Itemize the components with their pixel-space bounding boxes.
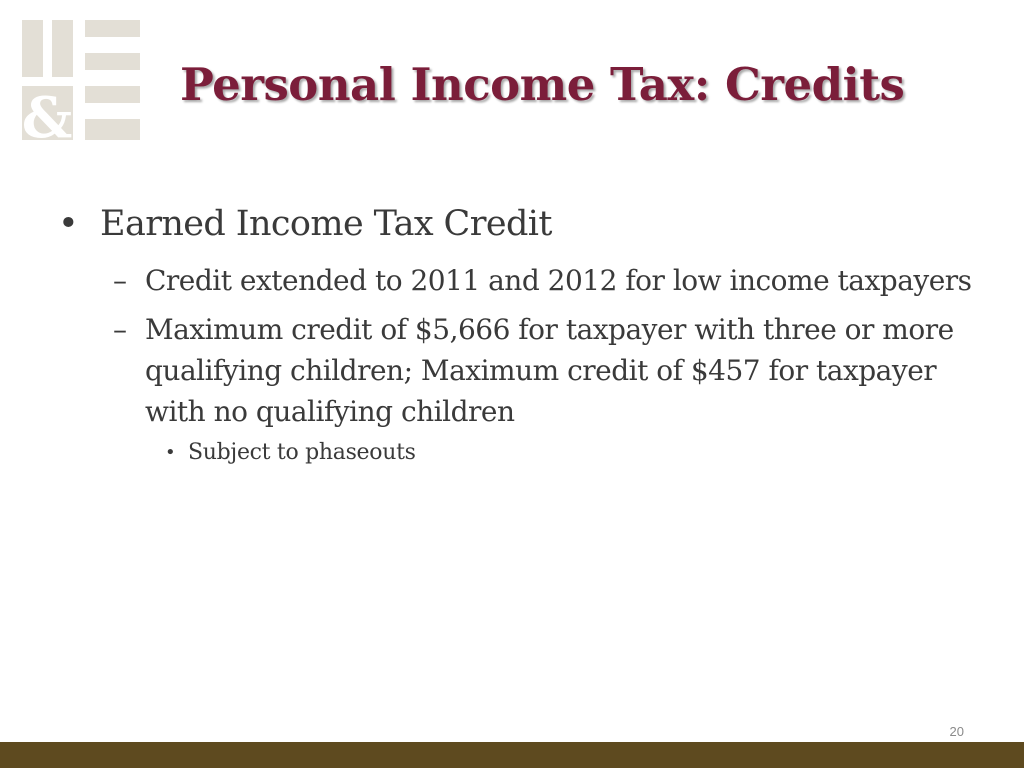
footer-band	[0, 742, 1024, 768]
list-item	[113, 260, 978, 301]
list-item	[165, 438, 978, 468]
list-item	[58, 202, 978, 246]
bullet-text: Maximum credit of $5,666 for taxpayer with three or more qualifying children; Maximum credit of $457 for taxpayer with no qualifying children	[145, 313, 954, 428]
bullet-marker: •	[165, 442, 176, 463]
bullet-marker: •	[58, 204, 79, 244]
page-title: Personal Income Tax: Credits	[180, 58, 905, 111]
svg-text:&: &	[22, 85, 73, 140]
bullet-list	[58, 202, 978, 468]
bullet-text: Subject to phaseouts	[188, 440, 416, 465]
list-item	[113, 309, 978, 432]
bullet-text: Earned Income Tax Credit	[100, 204, 552, 244]
bullet-marker: –	[113, 313, 127, 346]
bullet-text: Credit extended to 2011 and 2012 for low income taxpayers	[145, 264, 972, 297]
bullet-marker: –	[113, 264, 127, 297]
firm-monogram-logo-icon	[22, 20, 140, 140]
page-number: 20	[949, 724, 964, 739]
